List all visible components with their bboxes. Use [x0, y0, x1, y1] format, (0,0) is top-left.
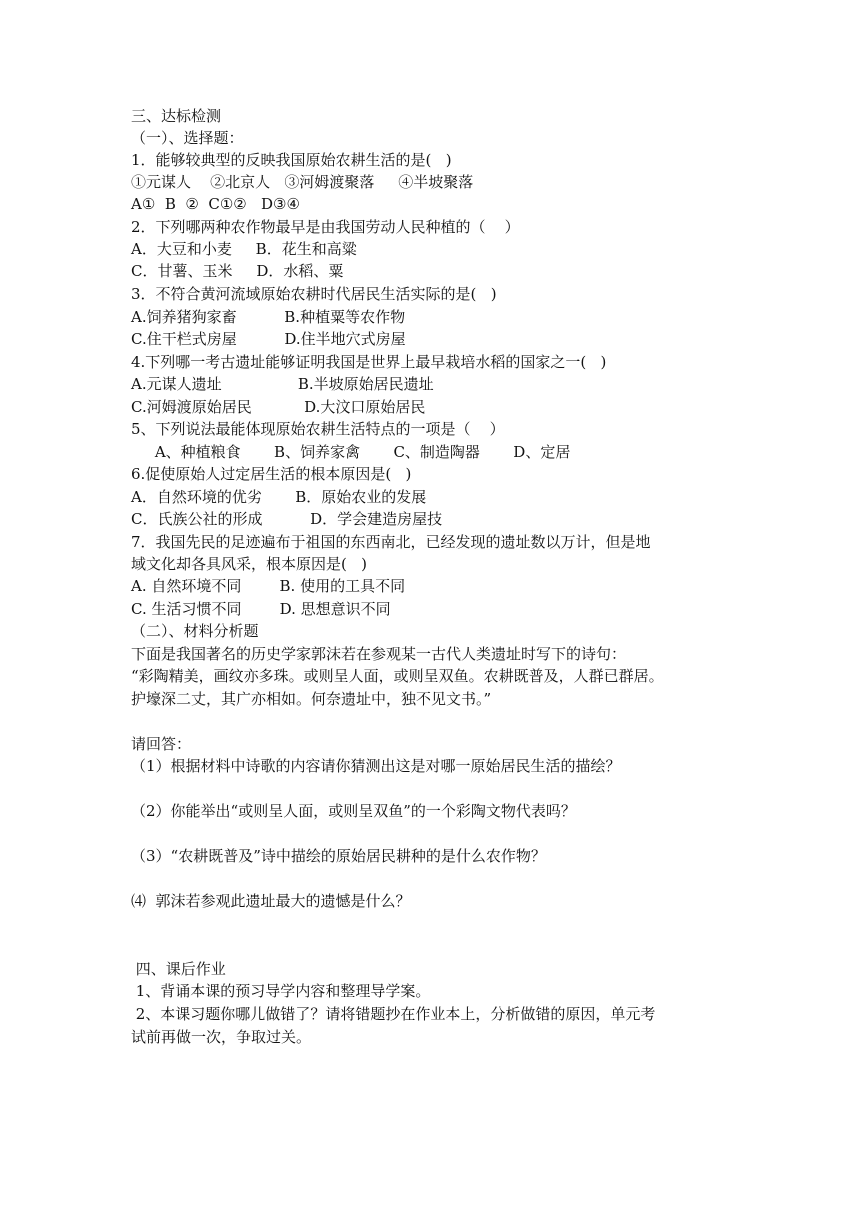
q1-options: A① B ② C①② D③④	[131, 195, 300, 213]
homework-2-line-2: 试前再做一次，争取过关。	[131, 1028, 312, 1046]
q1-stem: 1．能够较典型的反映我国原始农耕生活的是( )	[131, 151, 452, 169]
q5-options: A、种植粮食 B、饲养家禽 C、制造陶器 D、定居	[131, 443, 571, 461]
q4-options-1: A.元谋人遗址 B.半坡原始居民遗址	[131, 375, 434, 393]
q2-options-1: A．大豆和小麦 B．花生和高粱	[131, 240, 357, 258]
q4-stem: 4.下列哪一考古遗址能够证明我国是世界上最早栽培水稻的国家之一( )	[131, 353, 607, 371]
q3-stem: 3．不符合黄河流域原始农耕时代居民生活实际的是( )	[131, 285, 497, 303]
q6-options-1: A．自然环境的优劣 B．原始农业的发展	[131, 488, 427, 506]
question-3: （3）“农耕既普及”诗中描绘的原始居民耕种的是什么农作物？	[131, 847, 546, 865]
subsection-choice: （一）、选择题：	[131, 129, 244, 147]
q5-stem: 5、下列说法最能体现原始农耕生活特点的一项是（ ）	[131, 420, 505, 438]
q6-options-2: C．氏族公社的形成 D．学会建造房屋技	[131, 510, 443, 528]
q7-stem-1: 7．我国先民的足迹遍布于祖国的东西南北，已经发现的遗址数以万计，但是地	[131, 533, 651, 551]
answer-prompt: 请回答：	[131, 735, 192, 753]
q2-stem: 2．下列哪两种农作物最早是由我国劳动人民种植的（ ）	[131, 218, 520, 236]
q7-stem-2: 域文化却各具风采，根本原因是( )	[131, 555, 368, 573]
poem-line-1: “彩陶精美，画纹亦多珠。或则呈人面，或则呈双鱼。农耕既普及，人群已群居。	[131, 667, 664, 685]
section-heading-4: 四、课后作业	[131, 960, 226, 978]
subsection-material: （二）、材料分析题	[131, 622, 259, 640]
q2-options-2: C．甘薯、玉米 D．水稻、粟	[131, 262, 344, 280]
homework-1: 1、背诵本课的预习导学内容和整理导学案。	[131, 982, 431, 1000]
question-2: （2）你能举出“或则呈人面，或则呈双鱼”的一个彩陶文物代表吗？	[131, 802, 576, 820]
material-intro: 下面是我国著名的历史学家郭沫若在参观某一古代人类遗址时写下的诗句：	[131, 645, 627, 663]
q1-items: ①元谋人 ②北京人 ③河姆渡聚落 ④半坡聚落	[131, 173, 474, 191]
q4-options-2: C.河姆渡原始居民 D.大汶口原始居民	[131, 398, 426, 416]
q3-options-1: A.饲养猪狗家畜 B.种植粟等农作物	[131, 308, 406, 326]
q7-options-1: A. 自然环境不同 B. 使用的工具不同	[131, 577, 406, 595]
section-heading-3: 三、达标检测	[131, 107, 222, 125]
poem-line-2: 护壕深二丈，其广亦相如。何奈遗址中，独不见文书。”	[131, 690, 492, 708]
question-1: （1）根据材料中诗歌的内容请你猜测出这是对哪一原始居民生活的描绘？	[131, 757, 621, 775]
q6-stem: 6.促使原始人过定居生活的根本原因是( )	[131, 465, 412, 483]
q7-options-2: C. 生活习惯不同 D. 思想意识不同	[131, 600, 391, 618]
q3-options-2: C.住干栏式房屋 D.住半地穴式房屋	[131, 330, 406, 348]
question-4: ⑷ 郭沫若参观此遗址最大的遗憾是什么？	[131, 892, 411, 910]
homework-2-line-1: 2、本课习题你哪儿做错了？请将错题抄在作业本上，分析做错的原因，单元考	[131, 1005, 656, 1023]
